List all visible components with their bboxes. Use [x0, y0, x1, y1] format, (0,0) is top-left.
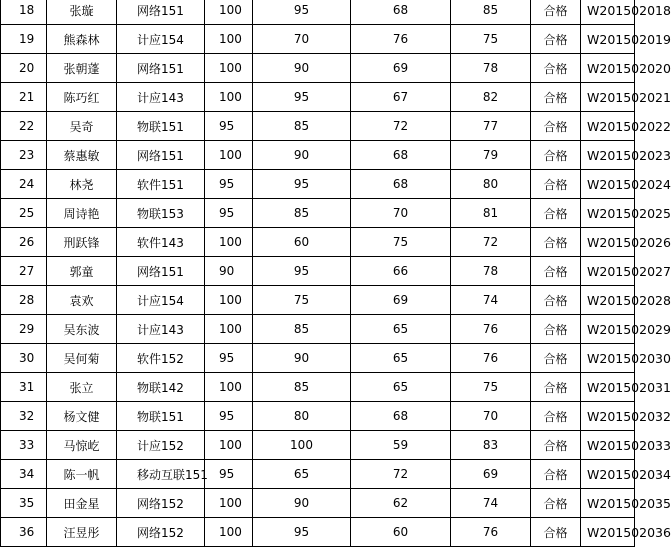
score-3-cell: 68 — [351, 0, 451, 25]
score-2-cell: 80 — [253, 402, 351, 431]
score-1-cell: 100 — [205, 54, 253, 83]
score-3-cell: 72 — [351, 460, 451, 489]
student-name-cell: 林尧 — [47, 170, 117, 199]
student-id-cell: W201502029 — [581, 315, 635, 344]
class-cell: 网络151 — [117, 0, 205, 25]
student-id-cell: W201502027 — [581, 257, 635, 286]
score-1-cell: 100 — [205, 0, 253, 25]
score-1-cell: 100 — [205, 315, 253, 344]
score-3-cell: 68 — [351, 170, 451, 199]
score-4-cell: 76 — [451, 344, 531, 373]
class-cell: 物联151 — [117, 112, 205, 141]
score-3-cell: 72 — [351, 112, 451, 141]
score-4-cell: 82 — [451, 83, 531, 112]
score-1-cell: 95 — [205, 112, 253, 141]
score-4-cell: 75 — [451, 25, 531, 54]
student-id-cell: W201502034 — [581, 460, 635, 489]
result-cell: 合格 — [531, 170, 581, 199]
student-id-cell: W201502030 — [581, 344, 635, 373]
row-number-cell: 18 — [1, 0, 47, 25]
row-number-cell: 33 — [1, 431, 47, 460]
score-2-cell: 95 — [253, 83, 351, 112]
score-4-cell: 70 — [451, 402, 531, 431]
row-number-cell: 32 — [1, 402, 47, 431]
table-row — [1, 257, 635, 286]
score-3-cell: 68 — [351, 141, 451, 170]
result-cell: 合格 — [531, 489, 581, 518]
student-id-cell: W201502019 — [581, 25, 635, 54]
table-row — [1, 54, 635, 83]
score-1-cell: 100 — [205, 489, 253, 518]
student-name-cell: 汪昱彤 — [47, 518, 117, 547]
class-cell: 网络152 — [117, 518, 205, 547]
score-3-cell: 65 — [351, 373, 451, 402]
score-3-cell: 69 — [351, 286, 451, 315]
score-4-cell: 78 — [451, 54, 531, 83]
score-4-cell: 74 — [451, 286, 531, 315]
score-3-cell: 68 — [351, 402, 451, 431]
result-cell: 合格 — [531, 25, 581, 54]
result-cell: 合格 — [531, 54, 581, 83]
result-cell: 合格 — [531, 431, 581, 460]
table-row — [1, 518, 635, 547]
score-2-cell: 95 — [253, 257, 351, 286]
score-1-cell: 100 — [205, 228, 253, 257]
table-body — [1, 0, 671, 547]
score-3-cell: 62 — [351, 489, 451, 518]
score-2-cell: 60 — [253, 228, 351, 257]
score-2-cell: 85 — [253, 112, 351, 141]
result-cell: 合格 — [531, 315, 581, 344]
result-cell: 合格 — [531, 0, 581, 25]
score-4-cell: 74 — [451, 489, 531, 518]
student-id-cell: W201502036 — [581, 518, 635, 547]
class-cell: 计应154 — [117, 286, 205, 315]
row-number-cell: 22 — [1, 112, 47, 141]
student-name-cell: 刑跃锋 — [47, 228, 117, 257]
score-3-cell: 65 — [351, 315, 451, 344]
score-4-cell: 85 — [451, 0, 531, 25]
student-id-cell: W201502025 — [581, 199, 635, 228]
class-cell: 软件151 — [117, 170, 205, 199]
student-name-cell: 张朝蓬 — [47, 54, 117, 83]
student-name-cell: 张璇 — [47, 0, 117, 25]
score-3-cell: 75 — [351, 228, 451, 257]
table-row — [1, 0, 635, 25]
score-1-cell: 100 — [205, 518, 253, 547]
score-3-cell: 65 — [351, 344, 451, 373]
score-1-cell: 100 — [205, 431, 253, 460]
student-name-cell: 马惊屹 — [47, 431, 117, 460]
student-name-cell: 吴何菊 — [47, 344, 117, 373]
row-number-cell: 27 — [1, 257, 47, 286]
score-2-cell: 95 — [253, 0, 351, 25]
table-row — [1, 344, 635, 373]
class-cell: 软件152 — [117, 344, 205, 373]
score-2-cell: 90 — [253, 344, 351, 373]
row-number-cell: 28 — [1, 286, 47, 315]
row-number-cell: 19 — [1, 25, 47, 54]
student-id-cell: W201502020 — [581, 54, 635, 83]
result-cell: 合格 — [531, 518, 581, 547]
score-1-cell: 100 — [205, 83, 253, 112]
class-cell: 网络152 — [117, 489, 205, 518]
score-2-cell: 95 — [253, 170, 351, 199]
student-name-cell: 陈巧红 — [47, 83, 117, 112]
score-4-cell: 79 — [451, 141, 531, 170]
score-3-cell: 76 — [351, 25, 451, 54]
class-cell: 计应143 — [117, 83, 205, 112]
table-row — [1, 141, 635, 170]
score-4-cell: 76 — [451, 518, 531, 547]
score-3-cell: 60 — [351, 518, 451, 547]
student-name-cell: 田金星 — [47, 489, 117, 518]
score-2-cell: 90 — [253, 489, 351, 518]
score-2-cell: 75 — [253, 286, 351, 315]
table-row — [1, 199, 635, 228]
table-row — [1, 402, 635, 431]
student-id-cell: W201502026 — [581, 228, 635, 257]
score-1-cell: 100 — [205, 141, 253, 170]
table-row — [1, 431, 635, 460]
result-cell: 合格 — [531, 141, 581, 170]
table-row — [1, 112, 635, 141]
table-row — [1, 170, 635, 199]
score-4-cell: 72 — [451, 228, 531, 257]
student-name-cell: 袁欢 — [47, 286, 117, 315]
result-cell: 合格 — [531, 344, 581, 373]
student-name-cell: 吴东波 — [47, 315, 117, 344]
result-cell: 合格 — [531, 460, 581, 489]
score-1-cell: 100 — [205, 286, 253, 315]
student-name-cell: 杨文健 — [47, 402, 117, 431]
table-row — [1, 489, 635, 518]
row-number-cell: 24 — [1, 170, 47, 199]
student-name-cell: 张立 — [47, 373, 117, 402]
score-1-cell: 100 — [205, 373, 253, 402]
score-4-cell: 69 — [451, 460, 531, 489]
class-cell: 网络151 — [117, 54, 205, 83]
table-row — [1, 25, 635, 54]
student-id-cell: W201502023 — [581, 141, 635, 170]
class-cell: 软件143 — [117, 228, 205, 257]
class-cell: 物联151 — [117, 402, 205, 431]
table-row — [1, 286, 635, 315]
score-2-cell: 90 — [253, 141, 351, 170]
score-1-cell: 95 — [205, 199, 253, 228]
score-1-cell: 95 — [205, 460, 253, 489]
score-4-cell: 76 — [451, 315, 531, 344]
score-3-cell: 69 — [351, 54, 451, 83]
score-2-cell: 100 — [253, 431, 351, 460]
student-id-cell: W201502031 — [581, 373, 635, 402]
table-row — [1, 83, 635, 112]
score-4-cell: 81 — [451, 199, 531, 228]
student-id-cell: W201502028 — [581, 286, 635, 315]
result-cell: 合格 — [531, 228, 581, 257]
result-cell: 合格 — [531, 373, 581, 402]
student-name-cell: 蔡惠敏 — [47, 141, 117, 170]
row-number-cell: 20 — [1, 54, 47, 83]
row-number-cell: 21 — [1, 83, 47, 112]
student-id-cell: W201502018 — [581, 0, 635, 25]
student-name-cell: 吴奇 — [47, 112, 117, 141]
student-id-cell: W201502024 — [581, 170, 635, 199]
row-number-cell: 23 — [1, 141, 47, 170]
score-4-cell: 80 — [451, 170, 531, 199]
result-cell: 合格 — [531, 402, 581, 431]
student-name-cell: 陈一帆 — [47, 460, 117, 489]
result-cell: 合格 — [531, 83, 581, 112]
table-row — [1, 315, 635, 344]
class-cell: 移动互联151 — [117, 460, 205, 489]
result-cell: 合格 — [531, 286, 581, 315]
score-4-cell: 78 — [451, 257, 531, 286]
row-number-cell: 29 — [1, 315, 47, 344]
score-3-cell: 66 — [351, 257, 451, 286]
score-4-cell: 75 — [451, 373, 531, 402]
class-cell: 网络151 — [117, 141, 205, 170]
student-name-cell: 周诗艳 — [47, 199, 117, 228]
score-2-cell: 95 — [253, 518, 351, 547]
student-id-cell: W201502021 — [581, 83, 635, 112]
score-1-cell: 95 — [205, 170, 253, 199]
class-cell: 网络151 — [117, 257, 205, 286]
row-number-cell: 30 — [1, 344, 47, 373]
score-1-cell: 95 — [205, 344, 253, 373]
row-number-cell: 34 — [1, 460, 47, 489]
student-id-cell: W201502035 — [581, 489, 635, 518]
class-cell: 计应152 — [117, 431, 205, 460]
score-3-cell: 59 — [351, 431, 451, 460]
score-1-cell: 90 — [205, 257, 253, 286]
student-name-cell: 熊森林 — [47, 25, 117, 54]
score-1-cell: 95 — [205, 402, 253, 431]
row-number-cell: 25 — [1, 199, 47, 228]
score-2-cell: 90 — [253, 54, 351, 83]
class-cell: 物联153 — [117, 199, 205, 228]
student-name-cell: 郭童 — [47, 257, 117, 286]
table-row — [1, 228, 635, 257]
class-cell: 计应154 — [117, 25, 205, 54]
student-id-cell: W201502033 — [581, 431, 635, 460]
score-2-cell: 70 — [253, 25, 351, 54]
score-2-cell: 85 — [253, 373, 351, 402]
score-3-cell: 67 — [351, 83, 451, 112]
score-2-cell: 85 — [253, 199, 351, 228]
score-4-cell: 83 — [451, 431, 531, 460]
result-cell: 合格 — [531, 257, 581, 286]
row-number-cell: 36 — [1, 518, 47, 547]
student-id-cell: W201502022 — [581, 112, 635, 141]
score-3-cell: 70 — [351, 199, 451, 228]
table-row — [1, 373, 635, 402]
score-2-cell: 65 — [253, 460, 351, 489]
result-cell: 合格 — [531, 112, 581, 141]
student-id-cell: W201502032 — [581, 402, 635, 431]
row-number-cell: 35 — [1, 489, 47, 518]
row-number-cell: 26 — [1, 228, 47, 257]
class-cell: 计应143 — [117, 315, 205, 344]
row-number-cell: 31 — [1, 373, 47, 402]
table-row — [1, 460, 635, 489]
score-2-cell: 85 — [253, 315, 351, 344]
score-4-cell: 77 — [451, 112, 531, 141]
score-1-cell: 100 — [205, 25, 253, 54]
class-cell: 物联142 — [117, 373, 205, 402]
result-cell: 合格 — [531, 199, 581, 228]
